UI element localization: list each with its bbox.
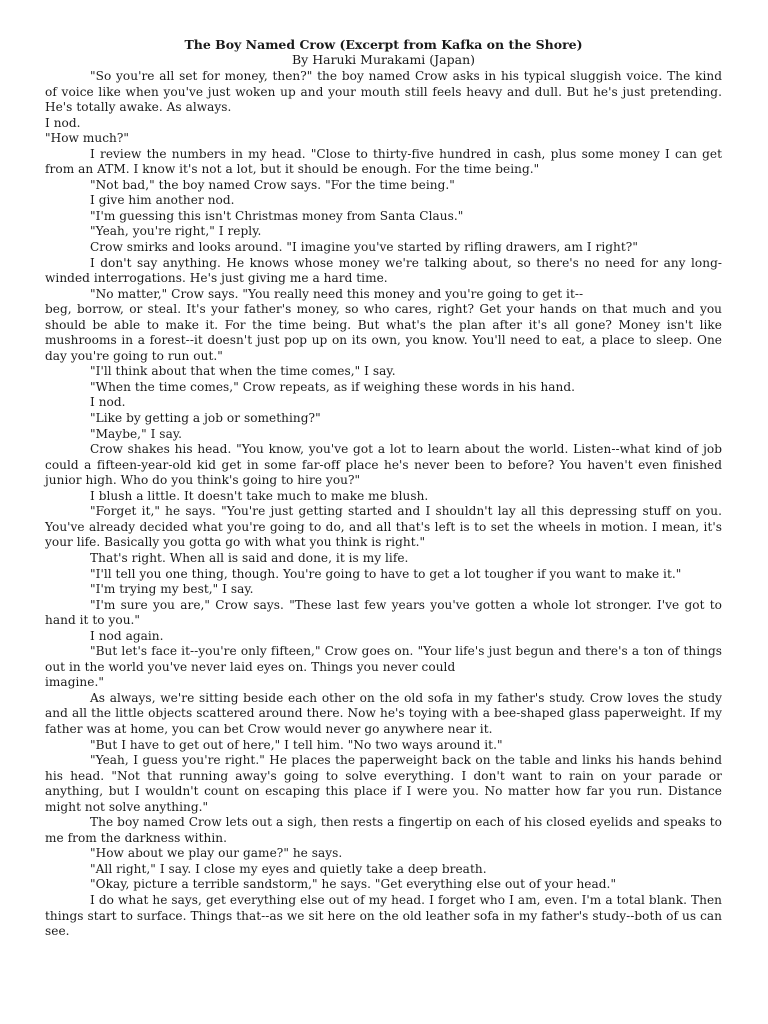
paragraph: I do what he says, get everything else out of my head. I forget who I am, even. I'm a total blank. Then things start to surface. Things that--as we sit here on the old leather sofa in my father's study--both of us can see. xyxy=(45,892,722,939)
paragraph: "Okay, picture a terrible sandstorm," he says. "Get everything else out of your head." xyxy=(90,877,617,892)
document-body xyxy=(45,69,722,940)
paragraph: "So you're all set for money, then?" the boy named Crow asks in his typical sluggish voice. The kind of voice like when you've just woken up and your mouth still feels heavy and dull. But he's just pretending. He's totally awake. As always. xyxy=(45,69,722,115)
paragraph: "Not bad," the boy named Crow says. "For the time being." xyxy=(90,177,455,192)
paragraph: "No matter," Crow says. "You really need this money and you're going to get it-- xyxy=(90,286,584,301)
paragraph: "But I have to get out of here," I tell him. "No two ways around it." xyxy=(90,737,503,752)
paragraph: "I'm guessing this isn't Christmas money from Santa Claus." xyxy=(90,208,464,223)
document-page xyxy=(45,37,722,940)
paragraph: Crow smirks and looks around. "I imagine you've started by rifling drawers, am I right?" xyxy=(90,240,638,255)
paragraph: "I'm trying my best," I say. xyxy=(90,582,254,597)
paragraph: "Forget it," he says. "You're just getting started and I shouldn't lay all this depressing stuff on you. You've already decided what you're going to do, and all that's left is to set the wheels in motion. I mean, it's your life. Basically you gotta go with what you think is right." xyxy=(45,504,722,550)
paragraph: I give him another nod. xyxy=(90,193,235,208)
paragraph: I review the numbers in my head. "Close to thirty-five hundred in cash, plus some money I can get from an ATM. I know it's not a lot, but it should be enough. For the time being." xyxy=(45,146,722,177)
paragraph: "Maybe," I say. xyxy=(90,426,182,441)
paragraph: "How much?" xyxy=(45,131,130,146)
document-byline: By Haruki Murakami (Japan) xyxy=(292,52,475,67)
paragraph: "I'll think about that when the time comes," I say. xyxy=(90,364,396,379)
paragraph: "Like by getting a job or something?" xyxy=(90,411,321,426)
paragraph: "I'll tell you one thing, though. You're going to have to get a lot tougher if you want to make it." xyxy=(90,566,682,581)
paragraph: "All right," I say. I close my eyes and quietly take a deep breath. xyxy=(90,861,487,876)
paragraph: I nod again. xyxy=(90,628,164,643)
paragraph: I nod. xyxy=(45,115,81,130)
paragraph: I don't say anything. He knows whose money we're talking about, so there's no need for any long-winded interrogations. He's just giving me a hard time. xyxy=(45,255,722,286)
paragraph: imagine." xyxy=(45,675,104,690)
paragraph: "Yeah, you're right," I reply. xyxy=(90,224,262,239)
paragraph: That's right. When all is said and done, it is my life. xyxy=(90,550,409,565)
paragraph: "When the time comes," Crow repeats, as if weighing these words in his hand. xyxy=(90,379,576,394)
paragraph: Crow shakes his head. "You know, you've got a lot to learn about the world. Listen--what kind of job could a fifteen-year-old kid get in some far-off place he's never been to before? You haven't even finished junior high. Who do you think's going to hire you?" xyxy=(45,442,722,488)
paragraph: "Yeah, I guess you're right." He places the paperweight back on the table and links his hands behind his head. "Not that running away's going to solve everything. I don't want to rain on your parade or anything, but I wouldn't count on escaping this place if I were you. No matter how far you run. Distance might not solve anything." xyxy=(45,753,722,814)
paragraph: As always, we're sitting beside each other on the old sofa in my father's study. Crow loves the study and all the little objects scattered around there. Now he's toying with a bee-shaped glass paperweight. If my father was at home, you can bet Crow would never go anywhere near it. xyxy=(45,690,722,736)
paragraph: "But let's face it--you're only fifteen," Crow goes on. "Your life's just begun and there's a ton of things out in the world you've never laid eyes on. Things you never could xyxy=(45,644,722,674)
paragraph: "How about we play our game?" he says. xyxy=(90,846,343,861)
paragraph: I nod. xyxy=(90,395,126,410)
paragraph: I blush a little. It doesn't take much to make me blush. xyxy=(90,488,429,503)
paragraph: beg, borrow, or steal. It's your father's money, so who cares, right? Get your hands on that much and you should be able to make it. For the time being. But what's the plan after it's all gone? Money isn't like mushrooms in a forest--it doesn't just pop up on its own, you know. You'll need to eat, a place to sleep. One day you're going to run out." xyxy=(45,302,722,363)
paragraph: "I'm sure you are," Crow says. "These last few years you've gotten a whole lot stronger. I've got to hand it to you." xyxy=(45,597,722,628)
paragraph: The boy named Crow lets out a sigh, then rests a fingertip on each of his closed eyelids and speaks to me from the darkness within. xyxy=(45,815,722,845)
document-title: The Boy Named Crow (Excerpt from Kafka on the Shore) xyxy=(184,37,583,52)
